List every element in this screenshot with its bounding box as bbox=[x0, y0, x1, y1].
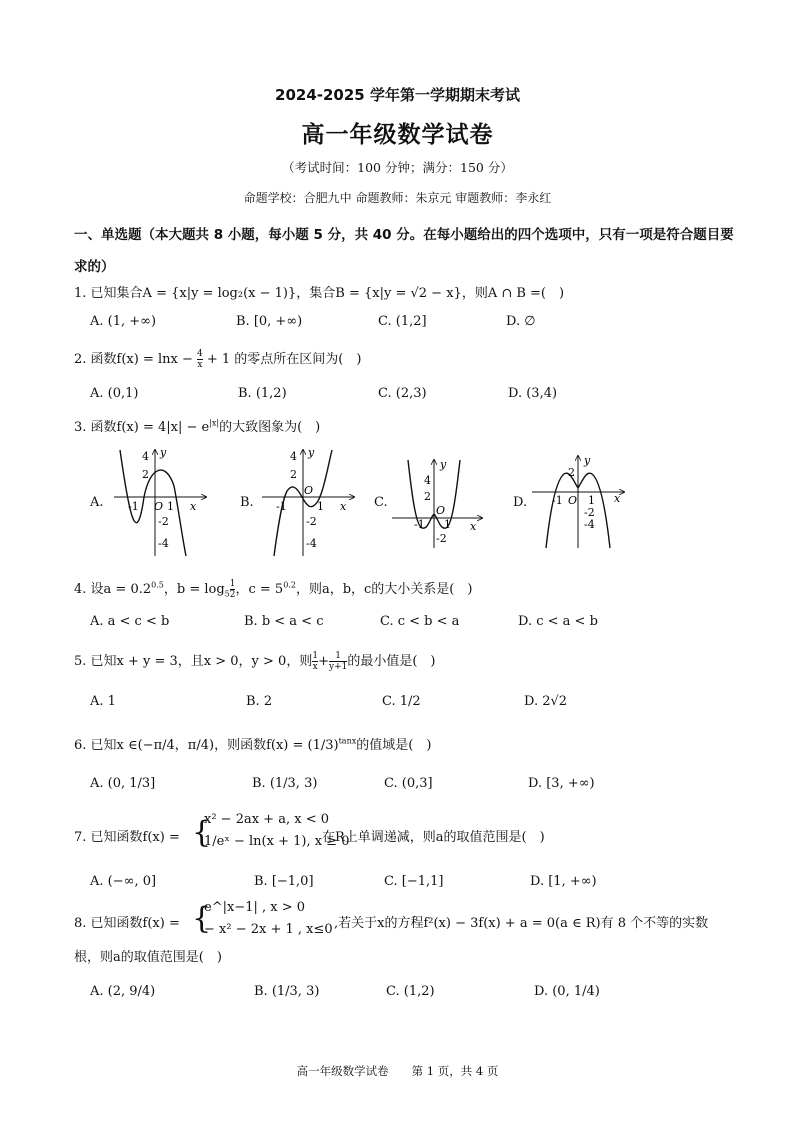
question-7-stem: 7. 已知函数f(x) = bbox=[74, 830, 180, 845]
question-2-stem: 2. 函数f(x) = lnx − $\frac{4}{x}$ + 1 的零点所在区间为( ) bbox=[74, 349, 362, 370]
section-title: 一、单选题（本大题共 8 小题，每小题 5 分，共 40 分。在每小题给出的四个选项中，只有一项是符合题目要求的） bbox=[74, 227, 734, 275]
q7-line-2: 1/eˣ − ln(x + 1), x ≥ 0 bbox=[204, 834, 350, 849]
q6-option-d: D. [3, +∞) bbox=[528, 776, 595, 791]
y-label: y bbox=[584, 454, 591, 467]
page-footer: 高一年级数学试卷 第 1 页，共 4 页 bbox=[296, 1064, 499, 1078]
tick: -1 bbox=[276, 500, 287, 513]
tick: 2 bbox=[424, 490, 431, 503]
q8-option-d: D. (0, 1/4) bbox=[534, 984, 600, 999]
q7-option-c: C. [−1,1] bbox=[384, 874, 444, 889]
tick: -1 bbox=[128, 500, 139, 513]
tick: -4 bbox=[158, 537, 169, 550]
question-6-stem: 6. 已知x ∈(−π/4，π/4)，则函数$f(x) = (1/3)^{tanx}$的值域是( ) bbox=[74, 736, 432, 753]
q7-end: 在R上单调递减，则a的取值范围是( ) bbox=[322, 830, 545, 845]
tick: -2 bbox=[158, 515, 169, 528]
graph-a bbox=[106, 446, 214, 558]
tick: 1 bbox=[167, 500, 174, 513]
q1-option-b: B. [0, +∞) bbox=[236, 314, 303, 329]
tick: 1 bbox=[588, 494, 595, 507]
q1-option-d: D. ∅ bbox=[506, 314, 536, 329]
q8-line-1: e^|x−1| , x > 0 bbox=[204, 900, 305, 915]
q8-brace: { bbox=[192, 901, 212, 936]
q2-option-b: B. (1,2) bbox=[238, 386, 287, 401]
tick: 1 bbox=[317, 500, 324, 513]
tick: O bbox=[436, 504, 446, 517]
tick: -2 bbox=[306, 515, 317, 528]
tick: 2 bbox=[568, 466, 575, 479]
tick: 2 bbox=[142, 468, 149, 481]
tick: -4 bbox=[306, 537, 317, 550]
q8-end: ,若关于x的方程f²(x) − 3f(x) + a = 0(a ∈ R)有 8 个不等的实数 bbox=[334, 916, 709, 931]
q7-option-b: B. [−1,0] bbox=[254, 874, 314, 889]
question-4-stem: 4. 设$a = 0.2^{0.5}$，$b = \log_5$ $\frac{1}{2}$ ，$c = 5^{0.2}$，则a，b，c的大小关系是( ) bbox=[74, 579, 473, 600]
q7-line-1: x² − 2ax + a, x < 0 bbox=[204, 812, 329, 827]
question-5-stem: 5. 已知x + y = 3，且x > 0，y > 0，则 $\frac{1}{x}$ + $\frac{1}{y+1}$ 的最小值是( ) bbox=[74, 651, 436, 672]
tick: x bbox=[614, 492, 621, 505]
q6-option-a: A. (0, 1/3] bbox=[90, 776, 156, 791]
q3-option-d: D. bbox=[513, 495, 528, 510]
q8-option-a: A. (2, 9/4) bbox=[90, 984, 156, 999]
q8-option-c: C. (1,2) bbox=[386, 984, 435, 999]
q7-option-a: A. (−∞, 0] bbox=[90, 874, 157, 889]
question-1-stem: 1. 已知集合A = {x|y = log₂(x − 1)}，集合B = {x|y = √2 − x}，则A ∩ B =( ) bbox=[74, 286, 565, 301]
q7-brace: { bbox=[192, 815, 212, 850]
question-3-stem: 3. 函数$f(x) = 4|x| - e^{|x|}$的大致图象为( ) bbox=[74, 418, 321, 435]
year-title: 2024-2025 学年第一学期期末考试 bbox=[275, 86, 520, 104]
tick: -1 bbox=[414, 518, 425, 531]
graph-c bbox=[388, 456, 488, 552]
tick: 1 bbox=[444, 518, 451, 531]
tick: -4 bbox=[584, 518, 595, 531]
tick: -2 bbox=[436, 532, 447, 545]
graph-d bbox=[528, 452, 632, 550]
q6-option-b: B. (1/3, 3) bbox=[252, 776, 318, 791]
q1-option-a: A. (1, +∞) bbox=[90, 314, 157, 329]
q3-option-c: C. bbox=[374, 495, 388, 510]
q3-option-b: B. bbox=[240, 495, 254, 510]
q4-option-b: B. b < a < c bbox=[244, 614, 324, 629]
exam-title: 高一年级数学试卷 bbox=[301, 122, 494, 148]
q2-option-a: A. (0,1) bbox=[90, 386, 139, 401]
q8-line-2: − x² − 2x + 1 , x≤0 bbox=[204, 922, 333, 937]
tick: -2 bbox=[584, 506, 595, 519]
q6-option-c: C. (0,3] bbox=[384, 776, 433, 791]
q5-option-d: D. 2√2 bbox=[524, 694, 568, 709]
q3-option-a: A. bbox=[90, 495, 104, 510]
tick: 4 bbox=[142, 450, 149, 463]
q4-option-c: C. c < b < a bbox=[380, 614, 460, 629]
tick: O bbox=[568, 494, 578, 507]
tick: 4 bbox=[424, 474, 431, 487]
q1-option-c: C. (1,2] bbox=[378, 314, 427, 329]
q5-option-a: A. 1 bbox=[90, 694, 116, 709]
tick: 4 bbox=[290, 450, 297, 463]
y-label: y bbox=[160, 446, 167, 459]
q5-option-b: B. 2 bbox=[246, 694, 273, 709]
exam-authors: 命题学校：合肥九中 命题教师：朱京元 审题教师：李永红 bbox=[243, 191, 552, 205]
exam-info: （考试时间：100 分钟；满分：150 分） bbox=[282, 160, 513, 175]
q4-option-a: A. a < c < b bbox=[90, 614, 170, 629]
tick: 2 bbox=[290, 468, 297, 481]
graph-b bbox=[254, 446, 362, 558]
q5-option-c: C. 1/2 bbox=[382, 694, 421, 709]
tick: O bbox=[304, 484, 314, 497]
tick: x bbox=[470, 520, 477, 533]
tick: x bbox=[340, 500, 347, 513]
q8-continuation: 根，则a的取值范围是( ) bbox=[74, 950, 222, 965]
question-8-stem: 8. 已知函数f(x) = bbox=[74, 916, 180, 931]
q7-option-d: D. [1, +∞) bbox=[530, 874, 597, 889]
q2-option-d: D. (3,4) bbox=[508, 386, 558, 401]
q4-option-d: D. c < a < b bbox=[518, 614, 598, 629]
y-label: y bbox=[308, 446, 315, 459]
tick: O bbox=[154, 500, 164, 513]
q2-option-c: C. (2,3) bbox=[378, 386, 427, 401]
q8-option-b: B. (1/3, 3) bbox=[254, 984, 320, 999]
y-label: y bbox=[440, 458, 447, 471]
tick: x bbox=[190, 500, 197, 513]
tick: -1 bbox=[552, 494, 563, 507]
